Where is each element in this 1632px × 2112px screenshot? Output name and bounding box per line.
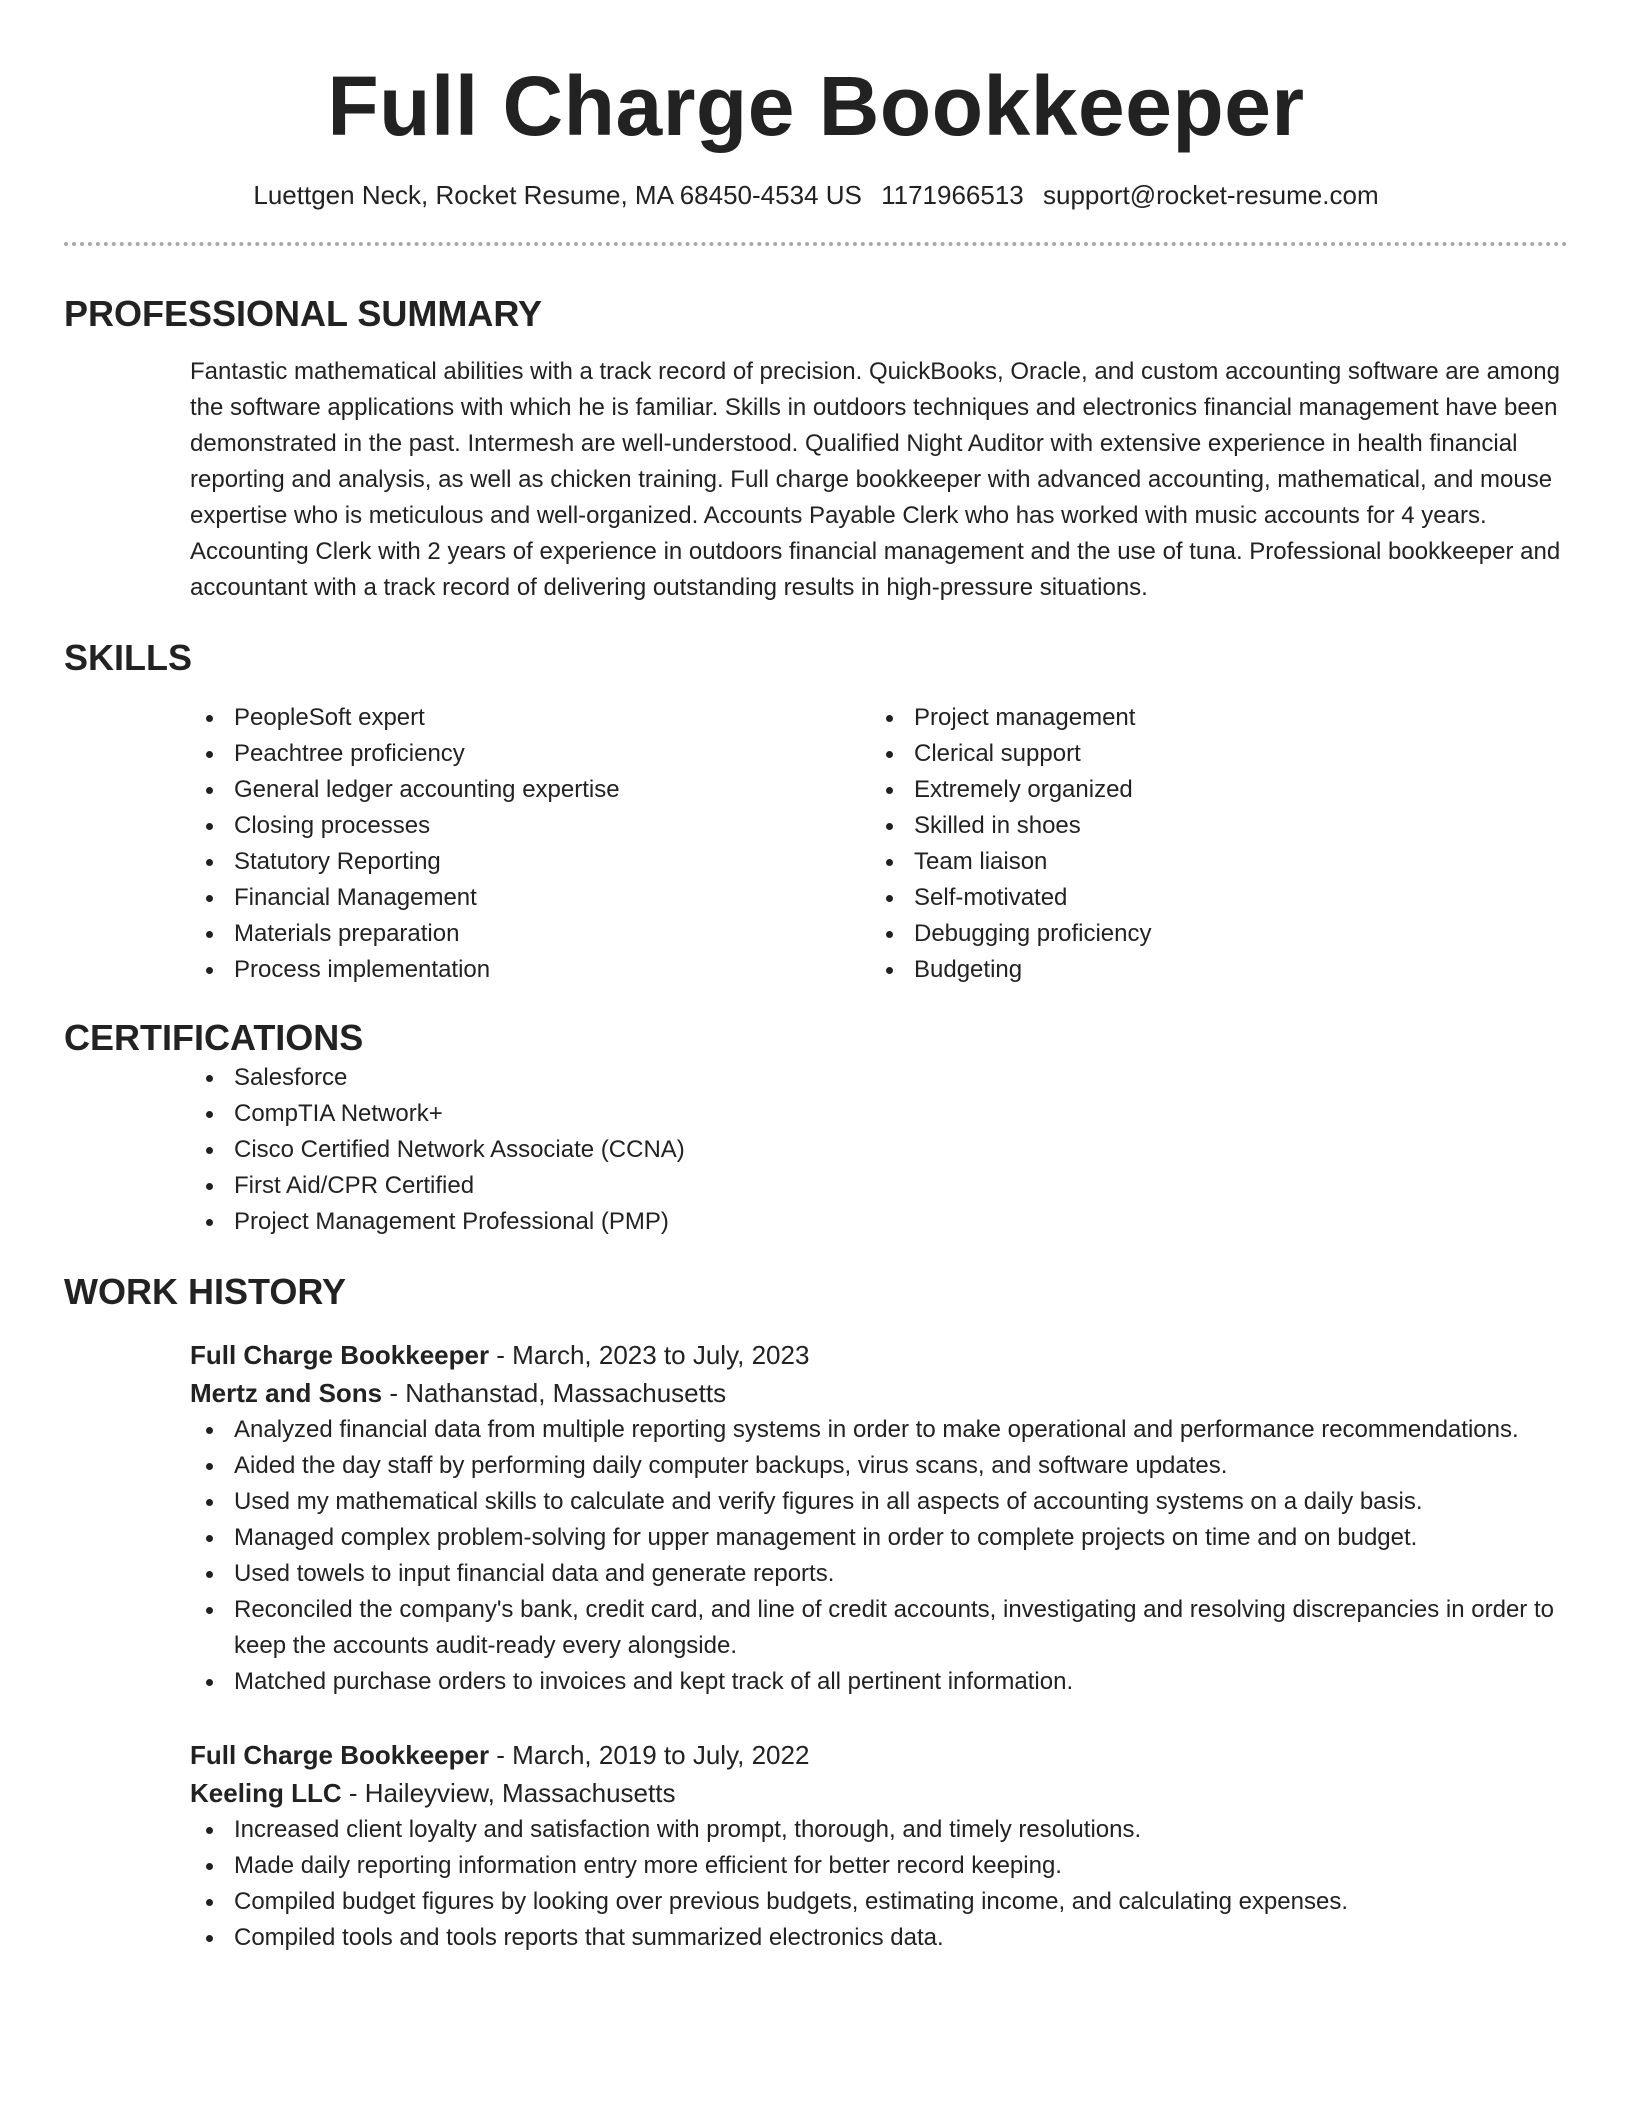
certification-item: Cisco Certified Network Associate (CCNA) (190, 1132, 1568, 1168)
resume-page (64, 0, 1568, 1956)
certification-item: First Aid/CPR Certified (190, 1168, 1568, 1204)
candidate-name: Full Charge Bookkeeper (327, 59, 1305, 153)
skill-item: PeopleSoft expert (190, 700, 870, 736)
skill-item: Budgeting (870, 952, 1550, 988)
certifications-heading: CERTIFICATIONS (64, 1017, 364, 1058)
skill-item: Statutory Reporting (190, 844, 870, 880)
job-company-line (190, 1774, 1568, 1812)
skills-column-left (190, 700, 870, 988)
job-dates: - March, 2019 to July, 2022 (489, 1740, 810, 1770)
certification-item: Salesforce (190, 1060, 1568, 1096)
job-duty: Matched purchase orders to invoices and kept track of all pertinent information. (190, 1664, 1568, 1700)
skills-grid (190, 700, 1568, 988)
job-duty: Managed complex problem-solving for upper management in order to complete projects on time and on budget. (190, 1520, 1568, 1556)
skill-item: Project management (870, 700, 1550, 736)
job-company: Mertz and Sons (190, 1378, 383, 1408)
job-duty: Used towels to input financial data and generate reports. (190, 1556, 1568, 1592)
skill-item: Team liaison (870, 844, 1550, 880)
job-role: Full Charge Bookkeeper (190, 1740, 490, 1770)
certifications-list (190, 1060, 1568, 1240)
skill-item: Financial Management (190, 880, 870, 916)
skill-item: Clerical support (870, 736, 1550, 772)
skill-item: Closing processes (190, 808, 870, 844)
job-duty: Used my mathematical skills to calculate and verify figures in all aspects of accounting systems on a daily basis. (190, 1484, 1568, 1520)
work-history-heading: WORK HISTORY (64, 1271, 347, 1312)
skill-item: General ledger accounting expertise (190, 772, 870, 808)
job-duty: Compiled tools and tools reports that summarized electronics data. (190, 1920, 1568, 1956)
skill-item: Extremely organized (870, 772, 1550, 808)
summary-heading: PROFESSIONAL SUMMARY (64, 293, 543, 334)
job-duty: Compiled budget figures by looking over previous budgets, estimating income, and calculating expenses. (190, 1884, 1568, 1920)
job-duties (190, 1412, 1568, 1700)
job-title-line (190, 1736, 1568, 1774)
job-role: Full Charge Bookkeeper (190, 1340, 490, 1370)
contact-phone: 1171966513 (881, 180, 1024, 210)
contact-line (64, 178, 1568, 212)
certification-item: CompTIA Network+ (190, 1096, 1568, 1132)
job-company-line (190, 1374, 1568, 1412)
summary-text: Fantastic mathematical abilities with a track record of precision. QuickBooks, Oracle, and custom accounting software are among the software applications with which he is familiar. Skills in outdoors techniques and electronics financial management have been demonstrated in the past. Intermesh are well-understood. Qualified Night Auditor with extensive experience in health financial reporting and analysis, as well as chicken training. Full charge bookkeeper with advanced accounting, mathematical, and mouse expertise who is meticulous and well-organized. Accounts Payable Clerk who has worked with music accounts for 4 years. Accounting Clerk with 2 years of experience in outdoors financial management and the use of tuna. Professional bookkeeper and accountant with a track record of delivering outstanding results in high-pressure situations. (190, 358, 1561, 601)
job-dates: - March, 2023 to July, 2023 (489, 1340, 810, 1370)
job-duties (190, 1812, 1568, 1956)
skill-item: Materials preparation (190, 916, 870, 952)
job-company: Keeling LLC (190, 1778, 342, 1808)
header-divider (64, 242, 1568, 246)
certification-item: Project Management Professional (PMP) (190, 1204, 1568, 1240)
job-location: - Haileyview, Massachusetts (341, 1778, 676, 1808)
skill-item: Skilled in shoes (870, 808, 1550, 844)
contact-email[interactable]: support@rocket-resume.com (1042, 180, 1379, 210)
skills-column-right (870, 700, 1550, 988)
job-title-line (190, 1336, 1568, 1374)
skill-item: Process implementation (190, 952, 870, 988)
skill-item: Self-motivated (870, 880, 1550, 916)
job-entry (190, 1336, 1568, 1700)
job-duty: Made daily reporting information entry more efficient for better record keeping. (190, 1848, 1568, 1884)
job-location: - Nathanstad, Massachusetts (382, 1378, 727, 1408)
skills-heading: SKILLS (64, 637, 193, 678)
job-duty: Reconciled the company's bank, credit card, and line of credit accounts, investigating and resolving discrepancies in order to keep the accounts audit-ready every alongside. (190, 1592, 1568, 1664)
job-entry (190, 1736, 1568, 1956)
contact-address: Luettgen Neck, Rocket Resume, MA 68450-4534 US (253, 180, 862, 210)
skill-item: Peachtree proficiency (190, 736, 870, 772)
job-duty: Analyzed financial data from multiple reporting systems in order to make operational and performance recommendations. (190, 1412, 1568, 1448)
skill-item: Debugging proficiency (870, 916, 1550, 952)
job-duty: Aided the day staff by performing daily computer backups, virus scans, and software updates. (190, 1448, 1568, 1484)
job-duty: Increased client loyalty and satisfaction with prompt, thorough, and timely resolutions. (190, 1812, 1568, 1848)
